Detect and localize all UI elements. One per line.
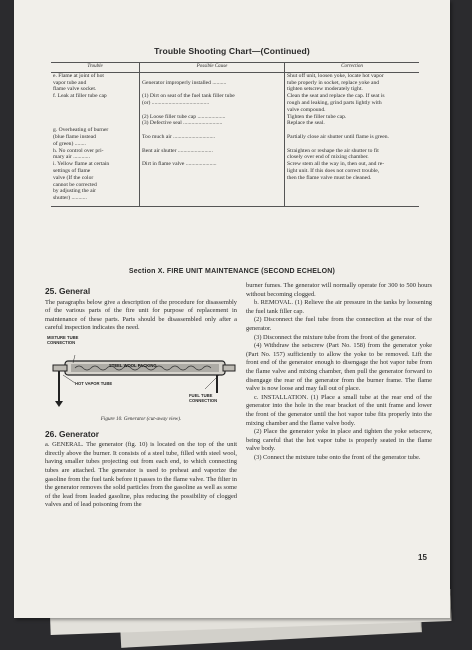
- trouble-shooting-table: [51, 62, 419, 207]
- paragraph-installation-2: (2) Place the generator yoke in place and tighten the yoke setscrew, being careful that the hot vapor tube is properly seated in the flame valve body.: [246, 428, 432, 453]
- cause-cell: [140, 93, 285, 127]
- column-header-possible-cause: Possible Cause: [140, 63, 285, 73]
- cell-line: Straighten or reshape the air shutter to fit: [287, 147, 379, 154]
- cell-line: [142, 73, 282, 80]
- cell-line: settings of flame: [53, 167, 91, 174]
- trouble-cell: [51, 93, 140, 127]
- correction-cell: [285, 72, 420, 93]
- paragraph-26a: a. GENERAL. The generator (fig. 10) is located on the top of the unit directly above the burner. It consists of a steel tube, filled with steel wool, having smaller tubes projecting out from each end, to which connecting tubes are attached. The generator is used to preheat and vaporize the gasoline from the fuel tank before it passes to the flame valve. The filter in the generator removes the solid particles from the gasoline as well as some of the lead from leaded gasoline, plus reducing the possibility of clogged valves and of lead poisoning from the: [45, 441, 237, 509]
- trouble-cell: [51, 72, 140, 93]
- table-row: [51, 93, 419, 127]
- paragraph-removal-4: (4) Withdraw the setscrew (Part No. 158) from the generator yoke (Part No. 157) sufficiently to allow the yoke to be removed. Lift the front end of the generator enough to disengage the hot vapor tube from the flame valve and mixing chamber, then pull the generator forward to disengage the rear of the generator from the burner frame. The flame valve is now loose and may fall out of place.: [246, 342, 432, 393]
- document-page: [14, 0, 450, 618]
- cell-line: of green) ........: [53, 140, 86, 147]
- cell-line: [142, 154, 282, 161]
- paragraph-removal-2: (2) Disconnect the fuel tube from the connection at the rear of the generator.: [246, 316, 432, 332]
- paragraph-25: The paragraphs below give a description of the procedure for disassembly of the various parts of the fire unit for purpose of replacement in maintenance of these parts. Parts should be disassembled only after a careful inspection indicates the need.: [45, 298, 237, 332]
- cell-line: [287, 141, 417, 148]
- cell-line: [287, 127, 417, 134]
- chart-title: Trouble Shooting Chart—(Continued): [154, 46, 310, 56]
- correction-cell: [285, 127, 420, 206]
- cell-line: Clean the seat and replace the cap. If seat is: [287, 93, 385, 100]
- cell-line: valve compound.: [287, 106, 326, 113]
- cell-line: (2) Loose filler tube cap ....................: [142, 113, 226, 120]
- cell-line: mary air ............: [53, 154, 90, 161]
- table-row: [51, 127, 419, 206]
- heading-26-generator: 26. Generator: [45, 428, 99, 439]
- figure-label-fuel-tube: FUEL TUBE CONNECTION: [189, 392, 218, 403]
- cell-line: e. Flame at joint of hot: [53, 72, 104, 79]
- cell-line: [142, 107, 282, 114]
- cell-line: valve (If the color: [53, 174, 94, 181]
- heading-25-general: 25. General: [45, 286, 91, 296]
- cell-line: Replace the seal.: [287, 120, 325, 127]
- trouble-cell: [51, 127, 140, 206]
- cell-line: (blue flame instead: [53, 133, 96, 140]
- cell-line: (1) Dirt on seat of the fuel tank filler tube: [142, 93, 235, 100]
- paragraph-continued: burner fumes. The generator will normally operate for 300 to 500 hours without becoming clogged.: [246, 282, 432, 298]
- right-column: [246, 282, 432, 462]
- cell-line: [142, 127, 282, 134]
- cell-line: Generator improperly installed ..........: [142, 79, 227, 86]
- cell-line: [142, 141, 282, 148]
- cell-line: shutter) ...........: [53, 195, 87, 202]
- column-header-correction: Correction: [285, 63, 420, 73]
- cell-line: rough and leaking, grind parts lightly with: [287, 99, 382, 106]
- cell-line: g. Overheating of burner: [53, 127, 109, 134]
- figure-caption: Figure 10. Generator (cut-away view).: [100, 415, 182, 422]
- cell-line: tube properly in socket, replace yoke and: [287, 79, 380, 86]
- left-column: [45, 285, 237, 510]
- cell-line: vapor tube and: [53, 79, 87, 86]
- correction-cell: [285, 93, 420, 127]
- cause-cell: [140, 72, 285, 93]
- cell-line: Screw stem all the way in, then out, and re-: [287, 161, 385, 168]
- cell-line: f. Leak at filler tube cap: [53, 93, 107, 100]
- section-heading: Section X. FIRE UNIT MAINTENANCE (SECOND ECHELON): [128, 268, 336, 275]
- cell-line: Bent air shutter .........................: [142, 147, 213, 154]
- cell-line: Partially close air shutter until flame is green.: [287, 133, 389, 140]
- figure-label-steel-wool: STEEL WOOL PACKING: [109, 362, 157, 368]
- cell-line: tighten setscrew moderately tight.: [287, 86, 363, 93]
- cell-line: (or) .........................................: [142, 99, 210, 106]
- figure-label-mixture-tube: MIXTURE TUBE CONNECTION: [47, 334, 79, 345]
- cell-line: Tighten the filler tube cap.: [287, 113, 347, 120]
- cell-line: i. Yellow flame at certain: [53, 161, 110, 168]
- column-header-trouble: Trouble: [51, 63, 140, 73]
- paragraph-installation-1: c. INSTALLATION. (1) Place a small tube at the rear end of the generator into the hole in the rear bracket of the unit frame and lower the front of the generator until the hot vapor tube fits properly into the mixing chamber and the flame valve body.: [246, 393, 432, 427]
- cause-cell: [140, 127, 285, 206]
- cell-line: then the flame valve must be cleaned.: [287, 174, 372, 181]
- cell-line: h. No control over pri-: [53, 147, 104, 154]
- cell-line: cannot be corrected: [53, 181, 97, 188]
- paragraph-removal-3: (3) Disconnect the mixture tube from the front of the generator.: [254, 333, 417, 341]
- cell-line: light unit. If this does not correct trouble,: [287, 167, 380, 174]
- cell-line: (3) Defective seal ............................: [142, 120, 223, 127]
- table-row: [51, 72, 419, 93]
- paragraph-installation-3: (3) Connect the mixture tube onto the front of the generator tube.: [254, 453, 421, 461]
- generator-figure: [45, 335, 237, 411]
- paragraph-removal-1: b. REMOVAL. (1) Relieve the air pressure in the tanks by loosening the fuel tank filler cap.: [246, 299, 432, 315]
- cell-line: flame valve socket.: [53, 86, 97, 93]
- cell-line: Dirt in flame valve ......................: [142, 161, 217, 168]
- cell-line: closely over end of mixing chamber.: [287, 154, 369, 161]
- page-number: 15: [418, 553, 427, 562]
- cell-line: Shut off unit, loosen yoke, locate hot vapor: [287, 72, 384, 79]
- figure-label-hot-vapor-tube: HOT VAPOR TUBE: [75, 380, 113, 386]
- cell-line: by adjusting the air: [53, 188, 97, 195]
- cell-line: Too much air ..............................: [142, 133, 216, 140]
